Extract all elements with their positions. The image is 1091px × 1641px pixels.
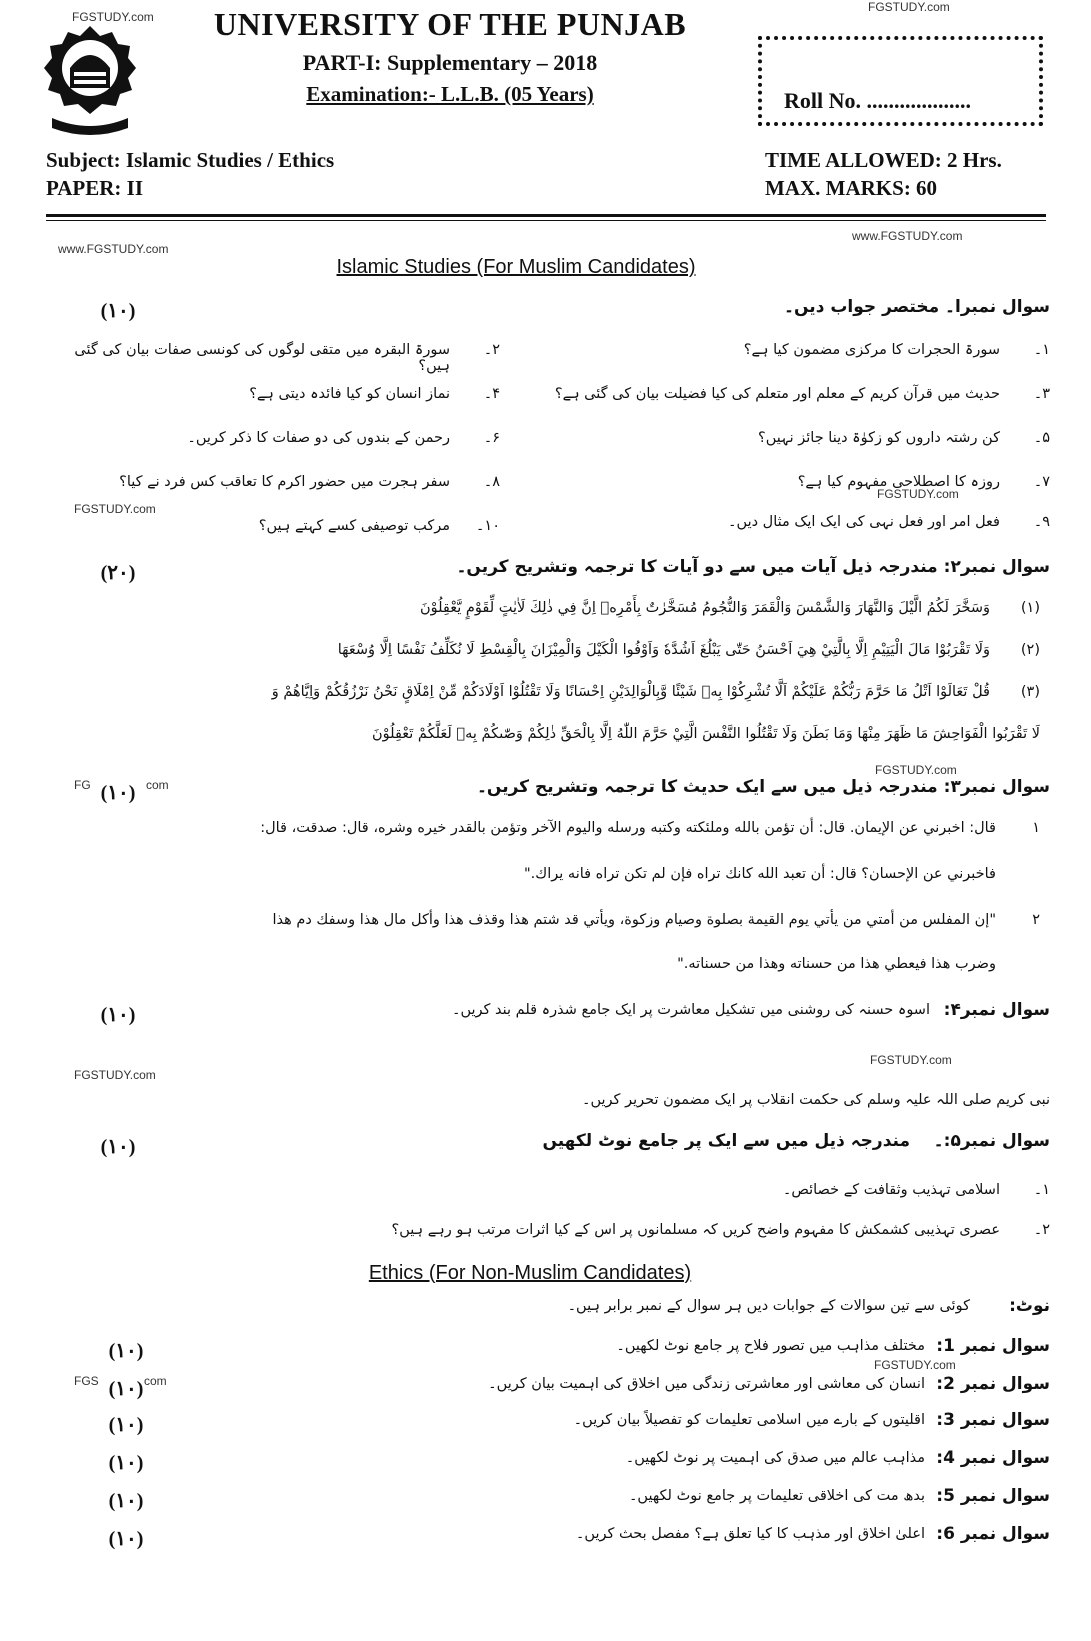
question-4-marks: (۱۰) (100, 1004, 136, 1026)
verse-number: (۳) (1020, 684, 1040, 700)
list-item: سورۃ البقرہ میں متقی لوگوں کی کونسی صفات بیان کی گئی ہیں؟ (74, 342, 450, 374)
list-item: حدیث میں قرآن کریم کے معلم اور متعلم کی کیا فضیلت بیان کی گئی ہے؟ (554, 386, 1000, 402)
exam-part: PART-I: Supplementary – 2018 (302, 50, 598, 75)
list-item: رحمن کے بندوں کی دو صفات کا ذکر کریں۔ (187, 430, 450, 446)
header-divider (46, 220, 1046, 221)
ethics-question-text: انسان کی معاشی اور معاشرتی زندگی میں اخلاق کی اہمیت بیان کریں۔ (488, 1376, 925, 1392)
list-item-number: ۴۔ (483, 386, 500, 402)
watermark-text: www.FGSTUDY.com (852, 229, 963, 243)
header-divider (46, 214, 1046, 217)
hadith-text: قال: اخبرني عن الإيمان. قال: أن تؤمن بالله وملئكته وكتبه ورسله واليوم الآخر وتؤمن بالقدر خيره وشره، قال: صدقت، قال: (260, 820, 996, 836)
list-item: فعل امر اور فعل نہی کی ایک ایک مثال دیں۔ (728, 514, 1000, 530)
question-1-heading: سوال نمبرا۔ مختصر جواب دیں۔ (784, 297, 1050, 317)
watermark-text: FGSTUDY.com (875, 763, 957, 777)
question-2-marks: (۲۰) (100, 562, 136, 584)
hadith-text: "إن المفلس من أمتي من يأتي يوم القيمة بصلوة وصيام وزكوة، ويأتي قد شتم هذا وقذف هذا وأكل مال هذا وسفك دم هذا (272, 912, 996, 928)
verse-number: (۱) (1020, 600, 1040, 616)
watermark-text: FGSTUDY.com (72, 10, 154, 24)
ethics-question-marks: (۱۰) (108, 1452, 144, 1474)
list-item-number: ۶۔ (483, 430, 500, 446)
islamic-studies-title: Islamic Studies (For Muslim Candidates) (336, 256, 696, 278)
question-4-alternative: نبی کریم صلی اللہ علیہ وسلم کی حکمت انقلاب پر ایک مضمون تحریر کریں۔ (581, 1092, 1050, 1108)
ethics-question-marks: (۱۰) (108, 1528, 144, 1550)
quran-verse-continued: لَا تَقْرَبُوا الْفَوَاحِشَ مَا ظَهَرَ مِنْهَا وَمَا بَطَنَ وَلَا تَقْتُلُوا النَّفْسَ الَّتِيْ حَرَّمَ اللّٰهُ اِلَّا بِالْحَقِّ ذٰلِكُمْ وَصّٰىكُمْ بِهٖ لَعَلَّكُمْ تَعْقِلُوْنَ (372, 726, 1040, 742)
hadith-number: ۲ (1032, 912, 1040, 928)
ethics-question-label: سوال نمبر 2: (936, 1374, 1050, 1394)
list-item: نماز انسان کو کیا فائدہ دیتی ہے؟ (249, 386, 450, 402)
note-label: نوٹ: (1009, 1296, 1050, 1316)
ethics-question-marks: (۱۰) (108, 1378, 144, 1400)
ethics-question-label: سوال نمبر 1: (936, 1336, 1050, 1356)
list-item-number: ۲۔ (1033, 1222, 1050, 1238)
list-item-number: ۲۔ (483, 342, 500, 358)
ethics-question-marks: (۱۰) (108, 1414, 144, 1436)
list-item-number: ۸۔ (483, 474, 500, 490)
note-text: کوئی سے تین سوالات کے جوابات دیں ہر سوال کے نمبر برابر ہیں۔ (567, 1298, 970, 1314)
watermark-text: FGSTUDY.com (74, 502, 156, 516)
list-item: کن رشتہ داروں کو زکوٰۃ دینا جائز نہیں؟ (758, 430, 1000, 446)
ethics-title: Ethics (For Non-Muslim Candidates) (368, 1262, 692, 1284)
watermark-text: FG (74, 778, 91, 792)
ethics-question-text: اقلیتوں کے بارے میں اسلامی تعلیمات کو تفصیلاً بیان کریں۔ (573, 1412, 925, 1428)
ethics-question-text: مختلف مذاہب میں تصور فلاح پر جامع نوٹ لکھیں۔ (616, 1338, 925, 1354)
list-item-number: ۵۔ (1033, 430, 1050, 446)
list-item: سفر ہجرت میں حضور اکرم کا تعاقب کس فرد نے کیا؟ (119, 474, 450, 490)
list-item-number: ۹۔ (1033, 514, 1050, 530)
university-name: UNIVERSITY OF THE PUNJAB (213, 6, 687, 42)
ethics-question-marks: (۱۰) (108, 1340, 144, 1362)
max-marks: MAX. MARKS: 60 (765, 176, 938, 200)
hadith-text-continued: فاخبرني عن الإحسان؟ قال: أن تعبد الله كانك تراه فإن لم تكن تراه فانه يراك." (524, 866, 996, 882)
ethics-question-label: سوال نمبر 3: (936, 1410, 1050, 1430)
list-item-number: ۷۔ (1033, 474, 1050, 490)
list-item-number: ۱۔ (1033, 1182, 1050, 1198)
question-3-marks: (۱۰) (100, 782, 136, 804)
list-item-number: ۱۰۔ (475, 518, 500, 534)
verse-number: (۲) (1020, 642, 1040, 658)
university-crest-logo (40, 22, 140, 138)
list-item-number: ۱۔ (1033, 342, 1050, 358)
ethics-question-label: سوال نمبر 4: (936, 1448, 1050, 1468)
question-1-marks: (۱۰) (100, 300, 136, 322)
watermark-text: FGSTUDY.com (74, 1068, 156, 1082)
ethics-question-label: سوال نمبر 5: (936, 1486, 1050, 1506)
watermark-text: com (144, 1374, 167, 1388)
watermark-text: FGSTUDY.com (874, 1358, 956, 1372)
hadith-text-continued: وضرب هذا فيعطي هذا من حسناته وهذا من حسناته." (677, 956, 996, 972)
quran-verse: قُلْ تَعَالَوْا اَتْلُ مَا حَرَّمَ رَبُّكُمْ عَلَيْكُمْ اَلَّا تُشْرِكُوْا بِهٖ شَيْئًا وَّبِالْوَالِدَيْنِ اِحْسَانًا وَلَا تَقْتُلُوْا اَوْلَادَكُمْ مِّنْ اِمْلَاقٍ نَحْنُ نَرْزُقُكُمْ وَاِيَّاهُمْ وَ (271, 684, 990, 700)
ethics-question-label: سوال نمبر 6: (936, 1524, 1050, 1544)
question-2-heading: سوال نمبر۲: مندرجہ ذیل آیات میں سے دو آیات کا ترجمہ وتشریح کریں۔ (456, 557, 1050, 577)
question-5-text: مندرجہ ذیل میں سے ایک پر جامع نوٹ لکھیں (542, 1131, 910, 1151)
paper-label: PAPER: II (46, 176, 144, 200)
question-5-marks: (۱۰) (100, 1136, 136, 1158)
list-item: مرکب توصیفی کسے کہتے ہیں؟ (258, 518, 450, 534)
watermark-text: com (146, 778, 169, 792)
hadith-number: ۱ (1032, 820, 1040, 836)
watermark-text: FGS (74, 1374, 99, 1388)
question-3-heading: سوال نمبر۳: مندرجہ ذیل میں سے ایک حدیث کا ترجمہ وتشریح کریں۔ (476, 777, 1050, 797)
time-allowed: TIME ALLOWED: 2 Hrs. (765, 148, 1002, 172)
ethics-question-text: اعلیٰ اخلاق اور مذہب کا کیا تعلق ہے؟ مفصل بحث کریں۔ (575, 1526, 925, 1542)
watermark-text: FGSTUDY.com (868, 0, 950, 14)
subject-label: Subject: Islamic Studies / Ethics (46, 148, 335, 172)
list-item: عصری تہذیبی کشمکش کا مفہوم واضح کریں کہ مسلمانوں پر اس کے کیا اثرات مرتب ہو رہے ہیں؟ (391, 1222, 1000, 1238)
watermark-text: FGSTUDY.com (870, 1053, 952, 1067)
quran-verse: وَسَخَّرَ لَكُمُ الَّيْلَ وَالنَّهَارَ وَالشَّمْسَ وَالْقَمَرَ وَالنُّجُومُ مُسَخَّرٰتٌ بِأَمْرِهٖ اِنَّ فِي ذٰلِكَ لَاٰيٰتٍ لِّقَوْمٍ يَّعْقِلُوْنَ (419, 600, 990, 616)
list-item: سورۃ الحجرات کا مرکزی مضمون کیا ہے؟ (743, 342, 1000, 358)
list-item: اسلامی تہذیب وثقافت کے خصائص۔ (782, 1182, 1000, 1198)
quran-verse: وَلَا تَقْرَبُوْا مَالَ الْيَتِيْمِ اِلَّا بِالَّتِيْ هِيَ اَحْسَنُ حَتّٰى يَبْلُغَ اَشُدَّهٗ وَاَوْفُوا الْكَيْلَ وَالْمِيْزَانَ بِالْقِسْطِ لَا نُكَلِّفُ نَفْسًا اِلَّا وُسْعَهَا (337, 642, 990, 658)
ethics-question-text: مذاہب عالم میں صدق کی اہمیت پر نوٹ لکھیں۔ (625, 1450, 925, 1466)
question-4-heading: سوال نمبر۴: (943, 1000, 1050, 1020)
watermark-text: www.FGSTUDY.com (58, 242, 169, 256)
watermark-text: FGSTUDY.com (877, 487, 959, 501)
ethics-question-marks: (۱۰) (108, 1490, 144, 1512)
question-4-text: اسوہ حسنہ کی روشنی میں تشکیل معاشرت پر ایک جامع شذرہ قلم بند کریں۔ (451, 1002, 930, 1018)
question-5-heading: سوال نمبر۵:۔ (933, 1131, 1050, 1151)
roll-number-label: Roll No. ................... (784, 88, 971, 113)
list-item-number: ۳۔ (1033, 386, 1050, 402)
examination-title: Examination:- L.L.B. (05 Years) (306, 82, 594, 106)
list-item: روزہ کا اصطلاحی مفہوم کیا ہے؟ (797, 474, 1000, 490)
ethics-question-text: بدھ مت کی اخلاقی تعلیمات پر جامع نوٹ لکھیں۔ (628, 1488, 925, 1504)
